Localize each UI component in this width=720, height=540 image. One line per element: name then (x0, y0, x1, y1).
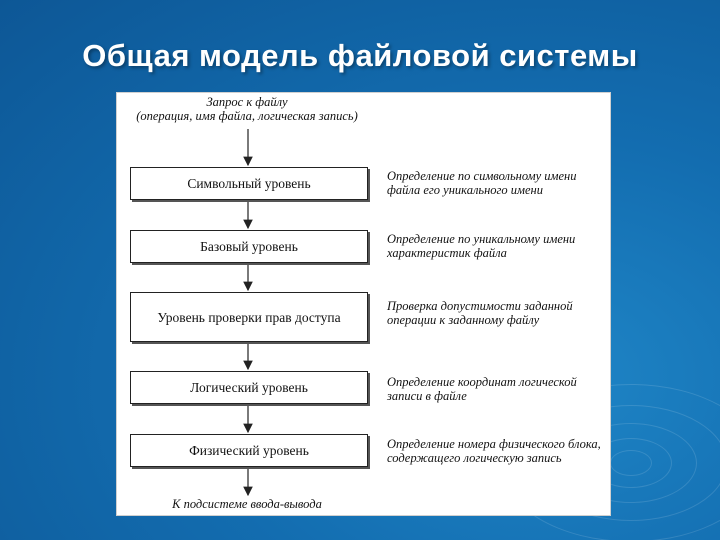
slide-title: Общая модель файловой системы (82, 38, 638, 73)
file-request-params: (операция, имя файла, логическая запись) (136, 109, 358, 123)
base-level-description: Определение по уникальному имени характеристик файла (387, 232, 576, 260)
logical-level-box: Логический уровень (130, 371, 368, 404)
io-subsystem-label: К подсистеме ввода-вывода (172, 497, 322, 511)
file-request-title: Запрос к файлу (206, 95, 288, 109)
base-level-box: Базовый уровень (130, 230, 368, 263)
symbolic-level-box: Символьный уровень (130, 167, 368, 200)
access-check-level-box: Уровень проверки прав доступа (130, 292, 368, 342)
file-system-model-diagram (116, 92, 611, 516)
access-check-level-description: Проверка допустимости заданной операции к заданному файлу (387, 299, 573, 327)
logical-level-description: Определение координат логической записи в файле (387, 375, 577, 403)
symbolic-level-description: Определение по символьному имени файла его уникального имени (387, 169, 577, 197)
physical-level-description: Определение номера физического блока, содержащего логическую запись (387, 437, 601, 465)
file-request-label (117, 95, 377, 123)
physical-level-box: Физический уровень (130, 434, 368, 467)
